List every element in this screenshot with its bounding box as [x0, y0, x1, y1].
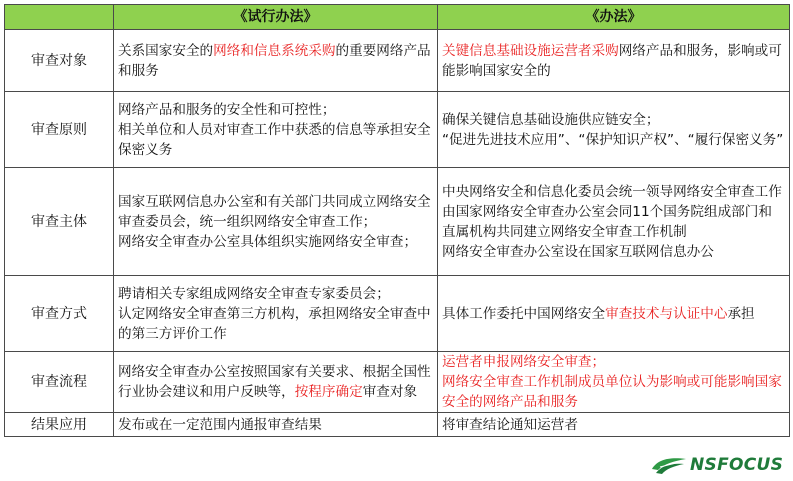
row-label: 审查对象 [5, 30, 114, 92]
nsfocus-logo [650, 454, 783, 476]
trial-measures-cell [114, 30, 438, 92]
cell-text: 由国家网络安全审查办公室会同11个国务院组成部门和直属机构共同建立网络安全审查工作机制 [442, 203, 772, 240]
row-label: 结果应用 [5, 413, 114, 437]
table-row [5, 168, 790, 276]
highlighted-text: 审查技术与认证中心 [605, 305, 728, 322]
table-row [5, 30, 790, 92]
cell-text: “促进先进技术应用”、“保护知识产权”、“履行保密义务” [442, 131, 784, 148]
cell-text: 的重要网络产品和服务 [118, 42, 431, 79]
table-row [5, 413, 790, 437]
header-cell-empty [5, 5, 114, 30]
header-cell-trial: 《试行办法》 [114, 5, 438, 30]
table-row [5, 92, 790, 168]
cell-text: 网络产品和服务的安全性和可控性； [118, 101, 336, 118]
final-measures-cell [438, 413, 790, 437]
final-measures-cell [438, 352, 790, 413]
table-row [5, 276, 790, 352]
cell-text: 将审查结论通知运营者 [442, 416, 578, 433]
row-label: 审查方式 [5, 276, 114, 352]
highlighted-text: 运营者申报网络安全审查； [442, 354, 606, 370]
cell-text: 确保关键信息基础设施供应链安全； [442, 111, 660, 128]
final-measures-cell [438, 92, 790, 168]
cell-text: 网络安全审查办公室设在国家互联网信息办公 [442, 243, 714, 260]
table-row [5, 352, 790, 413]
highlighted-text: 按程序确定 [294, 384, 363, 400]
cell-text: 审查对象 [362, 384, 418, 400]
cell-text: 中央网络安全和信息化委员会统一领导网络安全审查工作 [442, 183, 782, 200]
header-cell-final: 《办法》 [438, 5, 790, 30]
cell-text: 网络安全审查办公室具体组织实施网络安全审查； [118, 233, 418, 250]
highlighted-text: 网络和信息系统采购 [213, 42, 336, 59]
cell-text: 聘请相关专家组成网络安全审查专家委员会； [118, 285, 390, 302]
nsfocus-logo-icon [650, 455, 688, 475]
trial-measures-cell [114, 168, 438, 276]
highlighted-text: 关键信息基础设施运营者采购 [442, 42, 619, 59]
highlighted-text: 网络安全审查工作机制成员单位认为影响或可能影响国家安全的网络产品和服务 [442, 374, 782, 410]
cell-text: 承担 [727, 305, 755, 322]
final-measures-cell [438, 276, 790, 352]
cell-text: 发布或在一定范围内通报审查结果 [118, 416, 322, 433]
logo-text: NSFOCUS [690, 455, 784, 475]
row-label: 审查主体 [5, 168, 114, 276]
final-measures-cell [438, 168, 790, 276]
final-measures-cell [438, 30, 790, 92]
table-header-row [5, 5, 790, 30]
trial-measures-cell [114, 352, 438, 413]
cell-text: 网络产品和服务，影响或可能影响国家安全的 [442, 42, 782, 79]
cell-text: 网络安全审查办公室按照国家有关要求、根据全国性行业协会建议和用户反映等， [118, 364, 431, 400]
cell-text: 具体工作委托中国网络安全 [442, 305, 606, 322]
row-label: 审查流程 [5, 352, 114, 413]
cell-text: 认定网络安全审查第三方机构，承担网络安全审查中的第三方评价工作 [118, 305, 431, 342]
trial-measures-cell [114, 92, 438, 168]
cell-text: 关系国家安全的 [118, 42, 214, 59]
trial-measures-cell [114, 276, 438, 352]
comparison-table [4, 4, 790, 437]
cell-text: 相关单位和人员对审查工作中获悉的信息等承担安全保密义务 [118, 121, 431, 158]
cell-text: 国家互联网信息办公室和有关部门共同成立网络安全审查委员会，统一组织网络安全审查工作； [118, 193, 431, 230]
trial-measures-cell [114, 413, 438, 437]
row-label: 审查原则 [5, 92, 114, 168]
